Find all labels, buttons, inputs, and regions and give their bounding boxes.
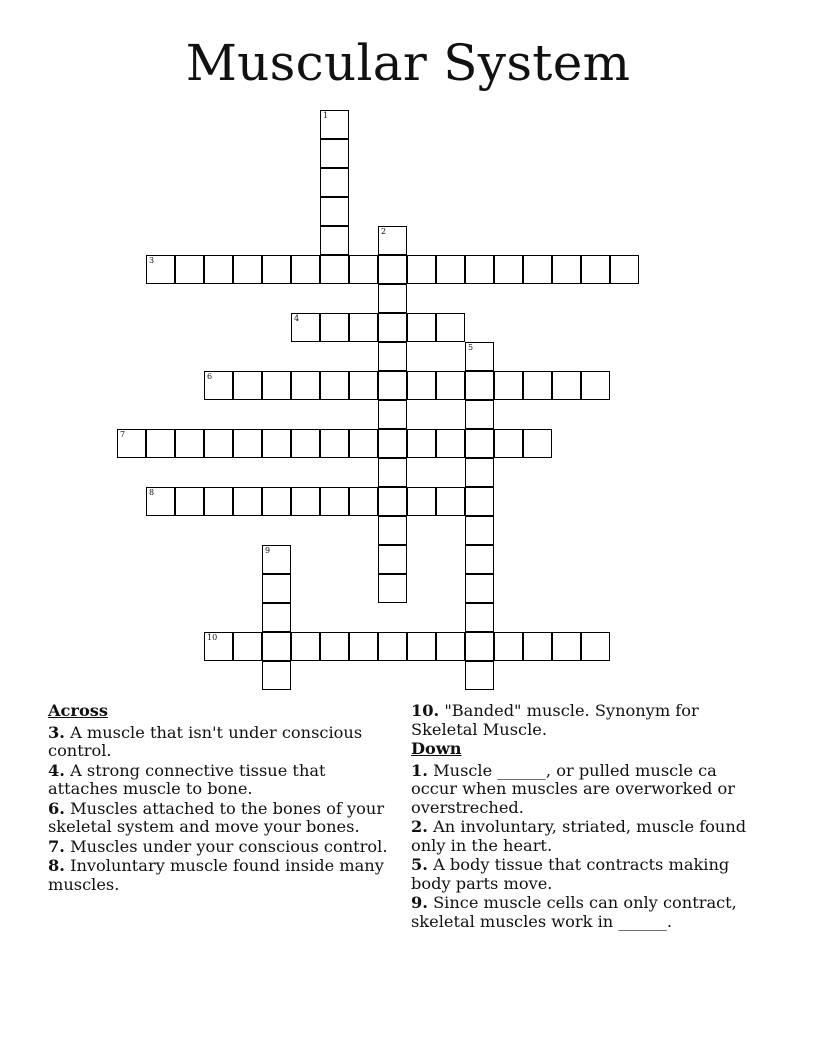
crossword-cell[interactable]: [494, 632, 523, 661]
crossword-cell[interactable]: [349, 313, 378, 342]
crossword-cell[interactable]: [523, 371, 552, 400]
crossword-cell[interactable]: [465, 516, 494, 545]
crossword-cell[interactable]: [378, 255, 407, 284]
clue-number: 3.: [48, 722, 65, 742]
clue-number-label: 9: [265, 546, 271, 555]
crossword-cell[interactable]: [204, 487, 233, 516]
crossword-cell[interactable]: [523, 632, 552, 661]
crossword-cell[interactable]: [378, 371, 407, 400]
clues-right-column: [411, 702, 756, 932]
clue-number-label: 8: [149, 488, 155, 497]
clue-number: 1.: [411, 760, 428, 780]
clue-text: Involuntary muscle found inside many muscles.: [48, 856, 384, 894]
crossword-cell[interactable]: [146, 487, 175, 516]
crossword-cell[interactable]: [320, 371, 349, 400]
crossword-cell[interactable]: [378, 313, 407, 342]
crossword-cell[interactable]: [465, 342, 494, 371]
clue-down-2: [411, 818, 756, 855]
clue-across-6: [48, 800, 393, 837]
crossword-cell[interactable]: [320, 197, 349, 226]
clue-across-8: [48, 857, 393, 894]
crossword-cell[interactable]: [291, 313, 320, 342]
crossword-cell[interactable]: [378, 632, 407, 661]
clue-number: 6.: [48, 798, 65, 818]
clues-left-column: [48, 702, 393, 895]
crossword-cell[interactable]: [262, 545, 291, 574]
crossword-cell[interactable]: [175, 487, 204, 516]
page-title: Muscular System: [185, 34, 631, 92]
crossword-cell[interactable]: [262, 255, 291, 284]
crossword-cell[interactable]: [465, 371, 494, 400]
clue-number: 10.: [411, 701, 440, 720]
crossword-cell[interactable]: [204, 255, 233, 284]
crossword-cell[interactable]: [320, 429, 349, 458]
crossword-cell[interactable]: [262, 487, 291, 516]
clue-number: 9.: [411, 893, 428, 912]
crossword-cell[interactable]: [552, 255, 581, 284]
crossword-cell[interactable]: [581, 255, 610, 284]
crossword-cell[interactable]: [349, 429, 378, 458]
crossword-cell[interactable]: [465, 429, 494, 458]
clue-number: 4.: [48, 760, 65, 780]
crossword-cell[interactable]: [494, 255, 523, 284]
crossword-cell[interactable]: [465, 574, 494, 603]
clue-number-label: 6: [207, 372, 213, 381]
crossword-cell[interactable]: [436, 429, 465, 458]
crossword-cell[interactable]: [291, 487, 320, 516]
crossword-cell[interactable]: [407, 429, 436, 458]
crossword-cell[interactable]: [262, 429, 291, 458]
crossword-cell[interactable]: [349, 487, 378, 516]
crossword-cell[interactable]: [233, 255, 262, 284]
crossword-cell[interactable]: [175, 429, 204, 458]
clue-number-label: 7: [120, 430, 126, 439]
clue-across-10: [411, 702, 756, 739]
crossword-cell[interactable]: [465, 487, 494, 516]
crossword-cell[interactable]: [320, 226, 349, 255]
crossword-cell[interactable]: [320, 313, 349, 342]
clue-text: A body tissue that contracts making body parts move.: [411, 855, 730, 893]
clue-down-9: [411, 894, 756, 931]
clue-text: Muscles attached to the bones of your skeletal system and move your bones.: [48, 798, 385, 836]
crossword-cell[interactable]: [349, 371, 378, 400]
crossword-cell[interactable]: [436, 487, 465, 516]
crossword-cell[interactable]: [320, 632, 349, 661]
crossword-cell[interactable]: [204, 371, 233, 400]
crossword-cell[interactable]: [378, 226, 407, 255]
clue-number-label: 3: [149, 256, 155, 265]
clue-text: A muscle that isn't under conscious control.: [48, 722, 363, 760]
crossword-cell[interactable]: [465, 458, 494, 487]
crossword-cell[interactable]: [407, 371, 436, 400]
crossword-cell[interactable]: [233, 371, 262, 400]
crossword-cell[interactable]: [378, 458, 407, 487]
crossword-cell[interactable]: [320, 139, 349, 168]
crossword-cell[interactable]: [378, 400, 407, 429]
crossword-cell[interactable]: [523, 429, 552, 458]
crossword-cell[interactable]: [407, 632, 436, 661]
crossword-cell[interactable]: [407, 487, 436, 516]
crossword-cell[interactable]: [146, 429, 175, 458]
across-heading: Across: [48, 701, 108, 720]
clue-number-label: 5: [468, 343, 474, 352]
crossword-cell[interactable]: [378, 516, 407, 545]
clue-number: 8.: [48, 856, 65, 875]
crossword-cell[interactable]: [291, 429, 320, 458]
crossword-cell[interactable]: [204, 632, 233, 661]
crossword-cell[interactable]: [465, 400, 494, 429]
crossword-cell[interactable]: [233, 429, 262, 458]
clue-number-label: 4: [294, 314, 300, 323]
clue-across-3: [48, 724, 393, 761]
clue-number: 7.: [48, 836, 65, 856]
crossword-cell[interactable]: [349, 255, 378, 284]
crossword-cell[interactable]: [262, 603, 291, 632]
crossword-cell[interactable]: [175, 255, 204, 284]
crossword-cell[interactable]: [494, 429, 523, 458]
clue-text: A strong connective tissue that attaches muscle to bone.: [48, 760, 326, 798]
crossword-cell[interactable]: [378, 284, 407, 313]
crossword-cell[interactable]: [262, 632, 291, 661]
crossword-cell[interactable]: [436, 371, 465, 400]
crossword-cell[interactable]: [320, 487, 349, 516]
crossword-cell[interactable]: [233, 632, 262, 661]
clue-across-7: [48, 838, 393, 857]
clue-text: Since muscle cells can only contract, skeletal muscles work in ______.: [411, 893, 737, 931]
crossword-cell[interactable]: [465, 545, 494, 574]
clue-number-label: 2: [381, 227, 387, 236]
crossword-cell[interactable]: [465, 632, 494, 661]
crossword-cell[interactable]: [581, 632, 610, 661]
clue-text: Muscle ______, or pulled muscle ca occur when muscles are overworked or overstreched.: [411, 760, 736, 817]
crossword-cell[interactable]: [320, 168, 349, 197]
clue-text: "Banded" muscle. Synonym for Skeletal Muscle.: [411, 701, 699, 739]
crossword-cell[interactable]: [320, 255, 349, 284]
clue-text: Muscles under your conscious control.: [70, 836, 388, 856]
crossword-cell[interactable]: [378, 487, 407, 516]
clue-number: 2.: [411, 817, 428, 836]
crossword-cell[interactable]: [262, 661, 291, 690]
down-heading: Down: [411, 739, 462, 758]
crossword-cell[interactable]: [610, 255, 639, 284]
crossword-cell[interactable]: [552, 371, 581, 400]
crossword-cell[interactable]: [378, 574, 407, 603]
crossword-cell[interactable]: [552, 632, 581, 661]
crossword-cell[interactable]: [291, 255, 320, 284]
crossword-cell[interactable]: [465, 661, 494, 690]
clue-number: 5.: [411, 855, 428, 874]
crossword-cell[interactable]: [436, 632, 465, 661]
clue-across-4: [48, 762, 393, 799]
crossword-cell[interactable]: [407, 255, 436, 284]
crossword-cell[interactable]: [378, 342, 407, 371]
crossword-cell[interactable]: [349, 632, 378, 661]
crossword-cell[interactable]: [117, 429, 146, 458]
crossword-cell[interactable]: [262, 574, 291, 603]
crossword-cell[interactable]: [465, 603, 494, 632]
clue-number-label: 1: [323, 111, 329, 120]
crossword-cell[interactable]: [204, 429, 233, 458]
crossword-cell[interactable]: [320, 110, 349, 139]
crossword-cell[interactable]: [494, 371, 523, 400]
crossword-cell[interactable]: [523, 255, 552, 284]
crossword-cell[interactable]: [146, 255, 175, 284]
crossword-cell[interactable]: [436, 255, 465, 284]
crossword-cell[interactable]: [378, 429, 407, 458]
crossword-cell[interactable]: [291, 371, 320, 400]
crossword-cell[interactable]: [262, 371, 291, 400]
crossword-cell[interactable]: [581, 371, 610, 400]
crossword-cell[interactable]: [233, 487, 262, 516]
crossword-cell[interactable]: [378, 545, 407, 574]
clue-text: An involuntary, striated, muscle found only in the heart.: [411, 817, 747, 855]
crossword-cell[interactable]: [436, 313, 465, 342]
crossword-cell[interactable]: [465, 255, 494, 284]
clue-down-1: [411, 762, 756, 818]
crossword-cell[interactable]: [291, 632, 320, 661]
clue-down-5: [411, 856, 756, 893]
crossword-cell[interactable]: [407, 313, 436, 342]
clue-number-label: 10: [207, 633, 218, 642]
